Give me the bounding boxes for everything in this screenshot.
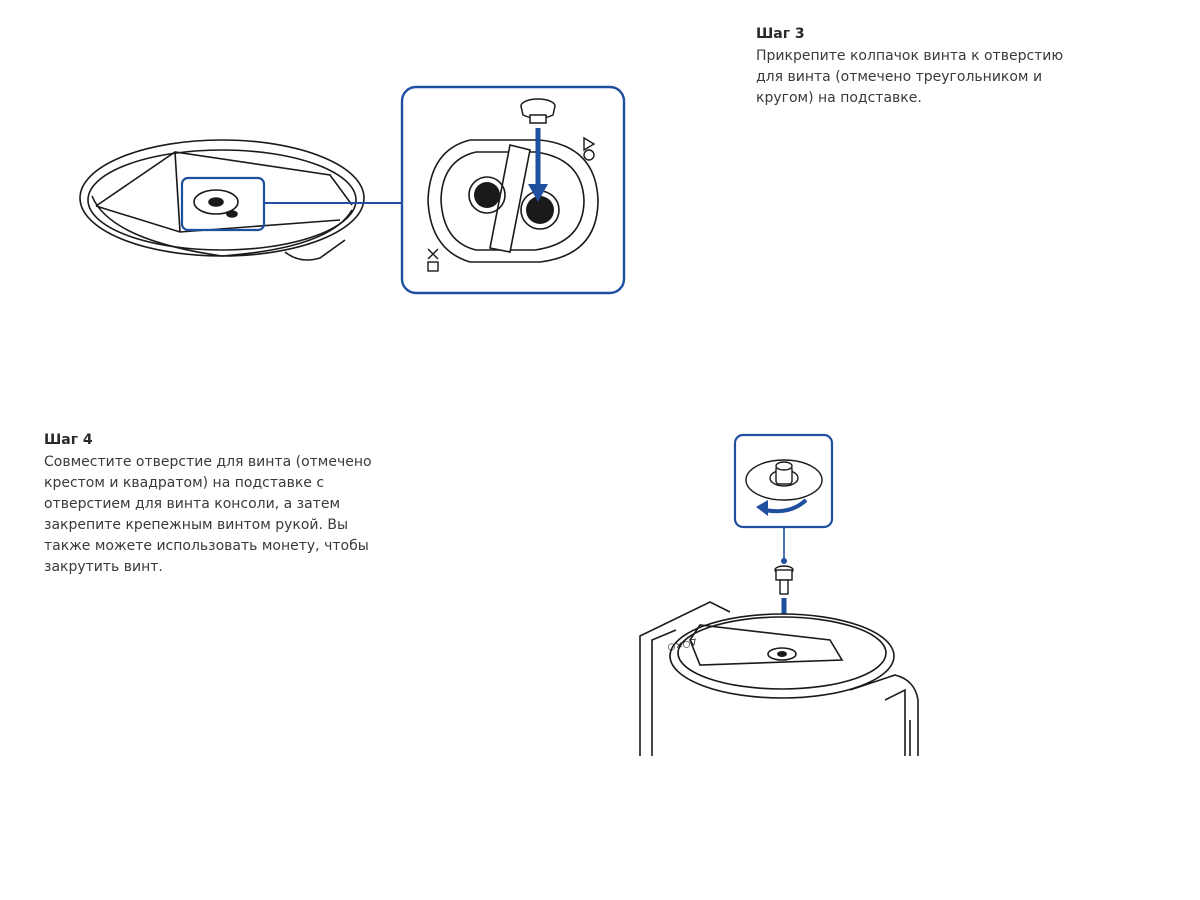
console-shape-marks: ○×○∇ [666, 638, 698, 653]
step-4-text: Совместите отверстие для винта (отмечено крестом и квадратом) на подставке с отверстием для винта консоли, а затем закрепите крепежным винтом рукой. Вы также можете использовать монету, чтобы закрутить винт. [44, 454, 372, 575]
step-3-title: Шаг 3 [756, 26, 805, 42]
console-illustration [640, 602, 918, 756]
step-3-text: Прикрепите колпачок винта к отверстию для винта (отмечено треугольником и кругом) на подставке. [756, 48, 1064, 106]
console-screw-hole [777, 651, 787, 657]
zoom-callout-step-4 [735, 435, 832, 564]
step-4-title: Шаг 4 [44, 432, 93, 448]
mounting-screw-icon [775, 566, 793, 594]
